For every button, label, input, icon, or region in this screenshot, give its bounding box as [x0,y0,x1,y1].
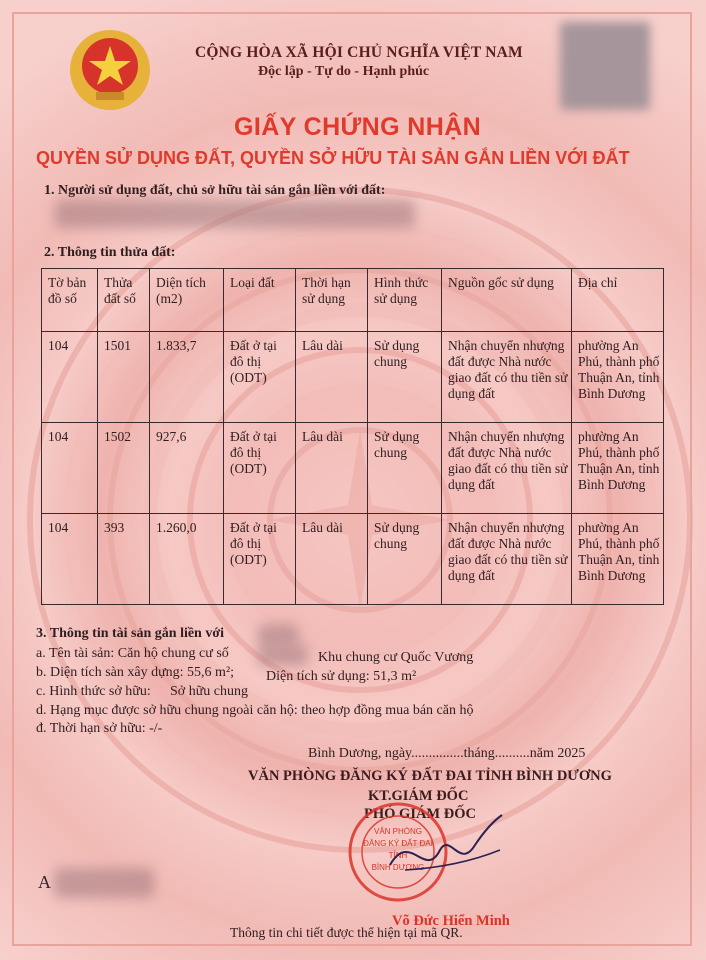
section3-heading: 3. Thông tin tài sản gắn liền với [36,626,224,641]
qr-code-redacted [560,22,650,110]
area-cell: 1.260,0 [150,514,224,605]
col-header: Thời hạn sử dụng [296,269,368,332]
deputy-director-title: PHÓ GIÁM ĐỐC [364,806,476,822]
origin-cell: Nhận chuyển nhượng đất được Nhà nước giao đất có thu tiền sử dụng đất [442,332,572,423]
serial-number-redacted [54,868,154,898]
usage-form-cell: Sử dụng chung [368,514,442,605]
ownership-term-text: đ. Thời hạn sở hữu: -/- [36,721,163,736]
table-row [42,332,664,423]
table-header-row [42,269,664,332]
owner-info-redacted [55,200,415,228]
section2-heading: 2. Thông tin thửa đất: [44,245,176,260]
land-type-cell: Đất ở tại đô thị (ODT) [224,423,296,514]
place-and-date: Bình Dương, ngày...............tháng..........năm 2025 [308,746,586,761]
origin-cell: Nhận chuyển nhượng đất được Nhà nước giao đất có thu tiền sử dụng đất [442,423,572,514]
stamp-text: BÌNH DƯƠNG [371,863,425,872]
col-header: Loại đất [224,269,296,332]
col-header: Diện tích (m2) [150,269,224,332]
country-name: CỘNG HÒA XÃ HỘI CHỦ NGHĨA VIỆT NAM [195,44,523,61]
certificate-title: GIẤY CHỨNG NHẬN [234,113,482,141]
asset-owner-redacted [258,624,298,646]
asset-name-value: Khu chung cư Quốc Vương [318,650,474,665]
asset-name-label: a. Tên tài sản: Căn hộ chung cư số [36,646,229,661]
stamp-text: ĐĂNG KÝ ĐẤT ĐAI [363,839,433,848]
ownership-form-label: c. Hình thức sở hữu: [36,684,151,699]
certificate-subtitle: QUYỀN SỬ DỤNG ĐẤT, QUYỀN SỞ HỮU TÀI SẢN GẮN LIỀN VỚI ĐẤT [36,148,630,168]
usage-form-cell: Sử dụng chung [368,332,442,423]
area-cell: 927,6 [150,423,224,514]
kt-director-title: KT.GIÁM ĐỐC [368,788,469,804]
col-header: Tờ bản đồ số [42,269,98,332]
origin-cell: Nhận chuyển nhượng đất được Nhà nước giao đất có thu tiền sử dụng đất [442,514,572,605]
map-sheet-cell: 104 [42,332,98,423]
usable-area-value: Diện tích sử dụng: 51,3 m² [266,669,417,684]
floor-area-label: b. Diện tích sàn xây dựng: 55,6 m²; [36,665,235,680]
apartment-number-redacted [258,644,308,666]
term-cell: Lâu dài [296,423,368,514]
qr-footer-note: Thông tin chi tiết được thể hiện tại mã QR. [230,925,463,940]
national-emblem-icon [66,26,154,114]
term-cell: Lâu dài [296,332,368,423]
land-type-cell: Đất ở tại đô thị (ODT) [224,514,296,605]
issuing-office: VĂN PHÒNG ĐĂNG KÝ ĐẤT ĐAI TỈNH BÌNH DƯƠNG [248,768,612,784]
parcel-number-cell: 1501 [98,332,150,423]
land-parcel-table [41,268,664,605]
address-cell: phường An Phú, thành phố Thuận An, tỉnh Bình Dương [572,514,664,605]
area-cell: 1.833,7 [150,332,224,423]
handwritten-signature [380,810,510,890]
address-cell: phường An Phú, thành phố Thuận An, tỉnh Bình Dương [572,332,664,423]
parcel-number-cell: 393 [98,514,150,605]
usage-form-cell: Sử dụng chung [368,423,442,514]
col-header: Thửa đất số [98,269,150,332]
land-type-cell: Đất ở tại đô thị (ODT) [224,332,296,423]
serial-prefix: A [38,872,51,892]
common-items-text: d. Hạng mục được sở hữu chung ngoài căn hộ: theo hợp đồng mua bán căn hộ [36,703,474,718]
col-header: Nguồn gốc sử dụng [442,269,572,332]
national-motto: Độc lập - Tự do - Hạnh phúc [258,64,430,79]
term-cell: Lâu dài [296,514,368,605]
col-header: Địa chỉ [572,269,664,332]
ownership-form-value: Sở hữu chung [170,684,248,699]
section1-heading: 1. Người sử dụng đất, chủ sở hữu tài sản gắn liền với đất: [44,183,386,198]
address-cell: phường An Phú, thành phố Thuận An, tỉnh Bình Dương [572,423,664,514]
signer-name: Võ Đức Hiển Minh [392,913,510,929]
map-sheet-cell: 104 [42,423,98,514]
stamp-text: VĂN PHÒNG [373,827,423,836]
table-row [42,423,664,514]
stamp-text: TỈNH [388,851,408,860]
parcel-number-cell: 1502 [98,423,150,514]
col-header: Hình thức sử dụng [368,269,442,332]
map-sheet-cell: 104 [42,514,98,605]
table-row [42,514,664,605]
